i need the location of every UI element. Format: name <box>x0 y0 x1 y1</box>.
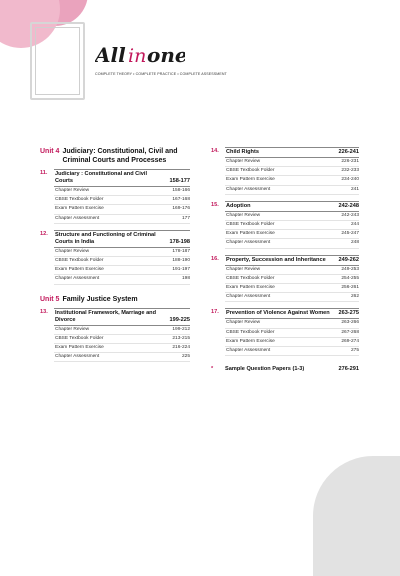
section-pages: 254-255 <box>341 275 359 281</box>
chapter-number: 11. <box>40 170 48 176</box>
unit-title: Judiciary: Constitutional, Civil and Criminal Courts and Processes <box>62 148 178 164</box>
chapter-number: 12. <box>40 230 48 237</box>
chapter-number: 13. <box>40 308 48 315</box>
section-pages: 234-240 <box>341 177 359 183</box>
section-row[interactable] <box>225 186 359 195</box>
section-title: Chapter Review <box>55 248 90 254</box>
section-title: Chapter Review <box>226 212 261 218</box>
section-row[interactable] <box>225 319 359 328</box>
section-row[interactable] <box>54 187 190 196</box>
chapter-number: 14. <box>211 148 219 154</box>
chapter-heading[interactable] <box>225 201 359 212</box>
section-title: Chapter Review <box>226 320 261 326</box>
section-row[interactable] <box>54 196 190 205</box>
section-pages: 241 <box>350 186 359 192</box>
chapter-heading[interactable] <box>225 147 359 158</box>
section-pages: 275 <box>350 348 359 354</box>
section-row[interactable] <box>225 338 359 347</box>
star-bullet: * <box>211 366 214 373</box>
section-title: Chapter Assessment <box>226 186 271 192</box>
all-in-one-logo-mark <box>95 44 185 66</box>
chapter-heading[interactable] <box>225 308 359 319</box>
brand-logo <box>95 44 227 76</box>
unit-label: Unit 5 <box>40 295 60 303</box>
section-row[interactable] <box>225 167 359 176</box>
section-pages: 248 <box>350 240 359 246</box>
section-row[interactable] <box>225 221 359 230</box>
chapter-entry[interactable] <box>211 308 359 356</box>
chapter-pages: 178-198 <box>169 238 190 245</box>
section-pages: 225 <box>181 354 190 360</box>
section-row[interactable] <box>54 248 190 257</box>
section-pages: 198 <box>181 276 190 282</box>
section-pages: 269-274 <box>341 338 359 344</box>
section-row[interactable] <box>225 329 359 338</box>
chapter-pages: 249-262 <box>338 256 359 263</box>
section-title: Exam Pattern Exercise <box>55 206 104 212</box>
section-row[interactable] <box>225 275 359 284</box>
section-pages: 267-268 <box>341 329 359 335</box>
section-row[interactable] <box>225 293 359 302</box>
sample-papers-pages: 276-291 <box>338 366 359 373</box>
section-title: Chapter Assessment <box>226 348 271 354</box>
section-pages: 191-197 <box>172 267 190 273</box>
section-title: Chapter Assessment <box>55 276 100 282</box>
section-pages: 244 <box>350 222 359 228</box>
chapter-pages: 242-248 <box>338 202 359 209</box>
section-row[interactable] <box>54 257 190 266</box>
section-row[interactable] <box>54 205 190 214</box>
section-title: CBSE Textbook Folder <box>226 222 275 228</box>
section-pages: 188-190 <box>172 258 190 264</box>
chapter-heading[interactable] <box>54 169 190 187</box>
chapter-title: Institutional Framework, Marriage and Divorce <box>55 309 157 323</box>
chapter-title: Structure and Functioning of Criminal Courts in India <box>55 231 156 245</box>
section-pages: 249-253 <box>341 266 359 272</box>
section-title: Chapter Review <box>55 326 90 332</box>
section-pages: 167-168 <box>172 197 190 203</box>
chapter-entry[interactable] <box>211 201 359 249</box>
chapter-pages: 263-275 <box>338 310 359 317</box>
chapter-entry[interactable] <box>211 147 359 195</box>
section-pages: 226-231 <box>341 159 359 164</box>
section-pages: 158-166 <box>172 188 190 193</box>
chapter-title: Judiciary : Constitutional and Civil Courts <box>55 171 147 184</box>
section-pages: 262 <box>350 294 359 300</box>
svg-text:All: All <box>95 44 126 66</box>
section-pages: 177 <box>181 215 190 221</box>
section-title: Exam Pattern Exercise <box>226 338 275 344</box>
section-row[interactable] <box>225 176 359 185</box>
chapter-heading[interactable] <box>225 255 359 266</box>
chapter-heading[interactable] <box>54 230 190 248</box>
svg-text:in: in <box>128 45 147 66</box>
chapter-entry[interactable] <box>40 169 190 224</box>
section-title: CBSE Textbook Folder <box>226 329 275 335</box>
section-title: Exam Pattern Exercise <box>226 177 275 183</box>
section-pages: 199-212 <box>172 326 190 332</box>
chapter-title: Child Rights <box>226 149 259 155</box>
section-row[interactable] <box>225 212 359 221</box>
section-title: Exam Pattern Exercise <box>55 345 104 351</box>
chapter-pages: 199-225 <box>169 316 190 323</box>
toc-right-column <box>211 147 359 372</box>
section-title: Chapter Review <box>55 188 90 193</box>
svg-text:one: one <box>147 44 185 66</box>
section-title: Exam Pattern Exercise <box>55 267 104 273</box>
section-title: Chapter Review <box>226 266 261 272</box>
section-title: CBSE Textbook Folder <box>226 275 275 281</box>
section-row[interactable] <box>225 266 359 275</box>
section-title: Chapter Assessment <box>226 294 271 300</box>
section-pages: 213-215 <box>172 335 190 341</box>
section-row[interactable] <box>54 353 190 362</box>
section-title: Chapter Review <box>226 159 261 164</box>
unit-heading <box>40 295 190 304</box>
chapter-pages: 158-177 <box>169 178 190 184</box>
chapter-heading[interactable] <box>54 308 190 326</box>
section-row[interactable] <box>225 230 359 239</box>
section-row[interactable] <box>225 284 359 293</box>
chapter-entry[interactable] <box>40 308 190 363</box>
section-row[interactable] <box>54 266 190 275</box>
section-row[interactable] <box>54 326 190 335</box>
section-title: Chapter Assessment <box>55 215 100 221</box>
sample-papers-title: Sample Question Papers (1-3) <box>225 366 305 373</box>
section-pages: 178-187 <box>172 248 190 254</box>
chapter-pages: 226-241 <box>338 149 359 155</box>
section-title: CBSE Textbook Folder <box>55 258 104 264</box>
chapter-number: 16. <box>211 255 219 262</box>
unit-heading <box>40 147 190 165</box>
toc-left-column <box>40 147 190 362</box>
unit-label: Unit 4 <box>40 148 60 155</box>
section-title: Exam Pattern Exercise <box>226 231 275 237</box>
section-title: CBSE Textbook Folder <box>226 168 275 174</box>
section-pages: 245-247 <box>341 231 359 237</box>
section-title: CBSE Textbook Folder <box>55 335 104 341</box>
section-title: Exam Pattern Exercise <box>226 285 275 291</box>
section-row[interactable] <box>54 344 190 353</box>
section-row[interactable] <box>54 275 190 284</box>
section-row[interactable] <box>54 335 190 344</box>
section-pages: 256-261 <box>341 285 359 291</box>
section-pages: 169-176 <box>172 206 190 212</box>
chapter-number: 15. <box>211 201 219 208</box>
section-pages: 242-243 <box>341 212 359 218</box>
chapter-entry[interactable] <box>211 255 359 303</box>
chapter-title: Property, Succession and Inheritance <box>226 256 326 263</box>
decorative-frame-inner <box>35 27 80 95</box>
sample-papers-entry[interactable] <box>211 366 359 372</box>
chapter-title: Prevention of Violence Against Women <box>226 310 330 317</box>
unit-title: Family Justice System <box>62 295 138 303</box>
chapter-number: 17. <box>211 309 219 316</box>
section-row[interactable] <box>225 239 359 248</box>
chapter-title: Adoption <box>226 202 251 209</box>
section-pages: 232-233 <box>341 168 359 174</box>
decorative-corner-shape <box>313 456 400 576</box>
section-title: CBSE Textbook Folder <box>55 197 104 203</box>
section-row[interactable] <box>54 215 190 224</box>
section-row[interactable] <box>225 347 359 356</box>
logo-subtitle: COMPLETE THEORY • COMPLETE PRACTICE • COMPLETE ASSESSMENT <box>95 72 227 76</box>
section-row[interactable] <box>225 158 359 167</box>
section-title: Chapter Assessment <box>226 240 271 246</box>
section-pages: 216-224 <box>172 345 190 351</box>
section-title: Chapter Assessment <box>55 354 100 360</box>
section-pages: 263-266 <box>341 320 359 326</box>
chapter-entry[interactable] <box>40 230 190 285</box>
